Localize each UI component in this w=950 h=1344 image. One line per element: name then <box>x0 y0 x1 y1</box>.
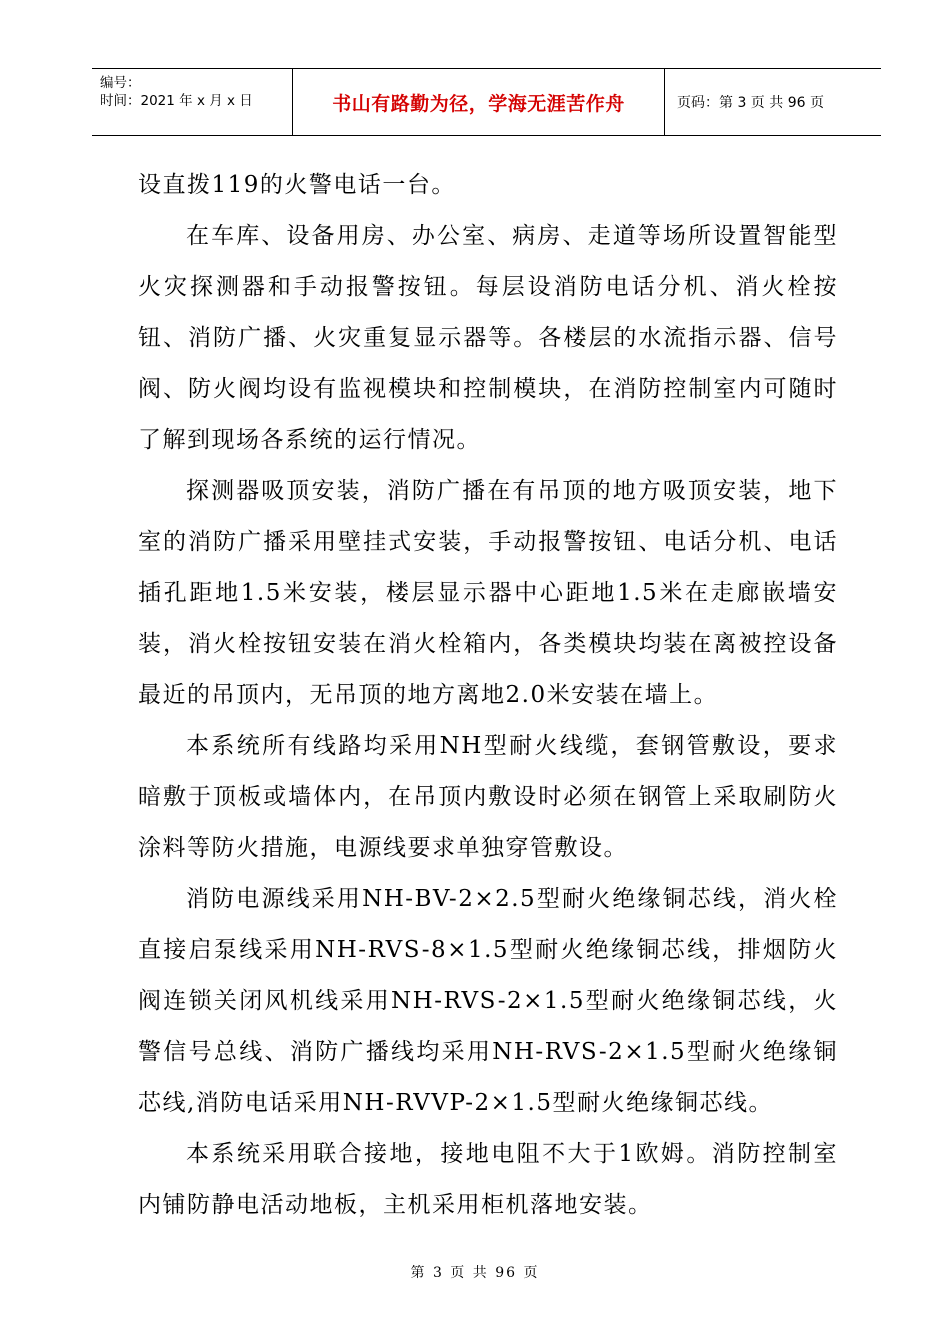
document-body <box>138 160 838 1231</box>
page-footer: 第 3 页 共 96 页 <box>410 1265 540 1281</box>
page-header <box>92 68 881 136</box>
paragraph: 本系统所有线路均采用NH型耐火线缆，套钢管敷设，要求暗敷于顶板或墙体内，在吊顶内敷设时必须在钢管上采取刷防火涂料等防火措施，电源线要求单独穿管敷设。 <box>138 733 838 861</box>
document-time-label: 时间：2021 年 x 月 x 日 <box>100 93 253 109</box>
paragraph: 消防电源线采用NH-BV-2×2.5型耐火绝缘铜芯线，消火栓直接启泵线采用NH-RVS-8×1.5型耐火绝缘铜芯线，排烟防火阀连锁关闭风机线采用NH-RVS-2×1.5型耐火绝缘铜芯线，火警信号总线、消防广播线均采用NH-RVS-2×1.5型耐火绝缘铜芯线,消防电话采用NH-RVVP-2×1.5型耐火绝缘铜芯线。 <box>138 886 838 1116</box>
paragraph: 设直拨119的火警电话一台。 <box>138 172 456 198</box>
header-meta <box>92 69 293 135</box>
paragraph: 在车库、设备用房、办公室、病房、走道等场所设置智能型火灾探测器和手动报警按钮。每层设消防电话分机、消火栓按钮、消防广播、火灾重复显示器等。各楼层的水流指示器、信号阀、防火阀均设有监视模块和控制模块，在消防控制室内可随时了解到现场各系统的运行情况。 <box>138 223 838 453</box>
paragraph: 本系统采用联合接地，接地电阻不大于1欧姆。消防控制室内铺防静电活动地板，主机采用柜机落地安装。 <box>138 1141 838 1218</box>
paragraph: 探测器吸顶安装，消防广播在有吊顶的地方吸顶安装，地下室的消防广播采用壁挂式安装，手动报警按钮、电话分机、电话插孔距地1.5米安装，楼层显示器中心距地1.5米在走廊嵌墙安装，消火栓按钮安装在消火栓箱内，各类模块均装在离被控设备最近的吊顶内，无吊顶的地方离地2.0米安装在墙上。 <box>138 478 838 708</box>
header-page-code: 页码：第 3 页 共 96 页 <box>677 95 824 111</box>
document-number-label: 编号： <box>100 75 141 91</box>
header-motto: 书山有路勤为径，学海无涯苦作舟 <box>293 69 665 135</box>
